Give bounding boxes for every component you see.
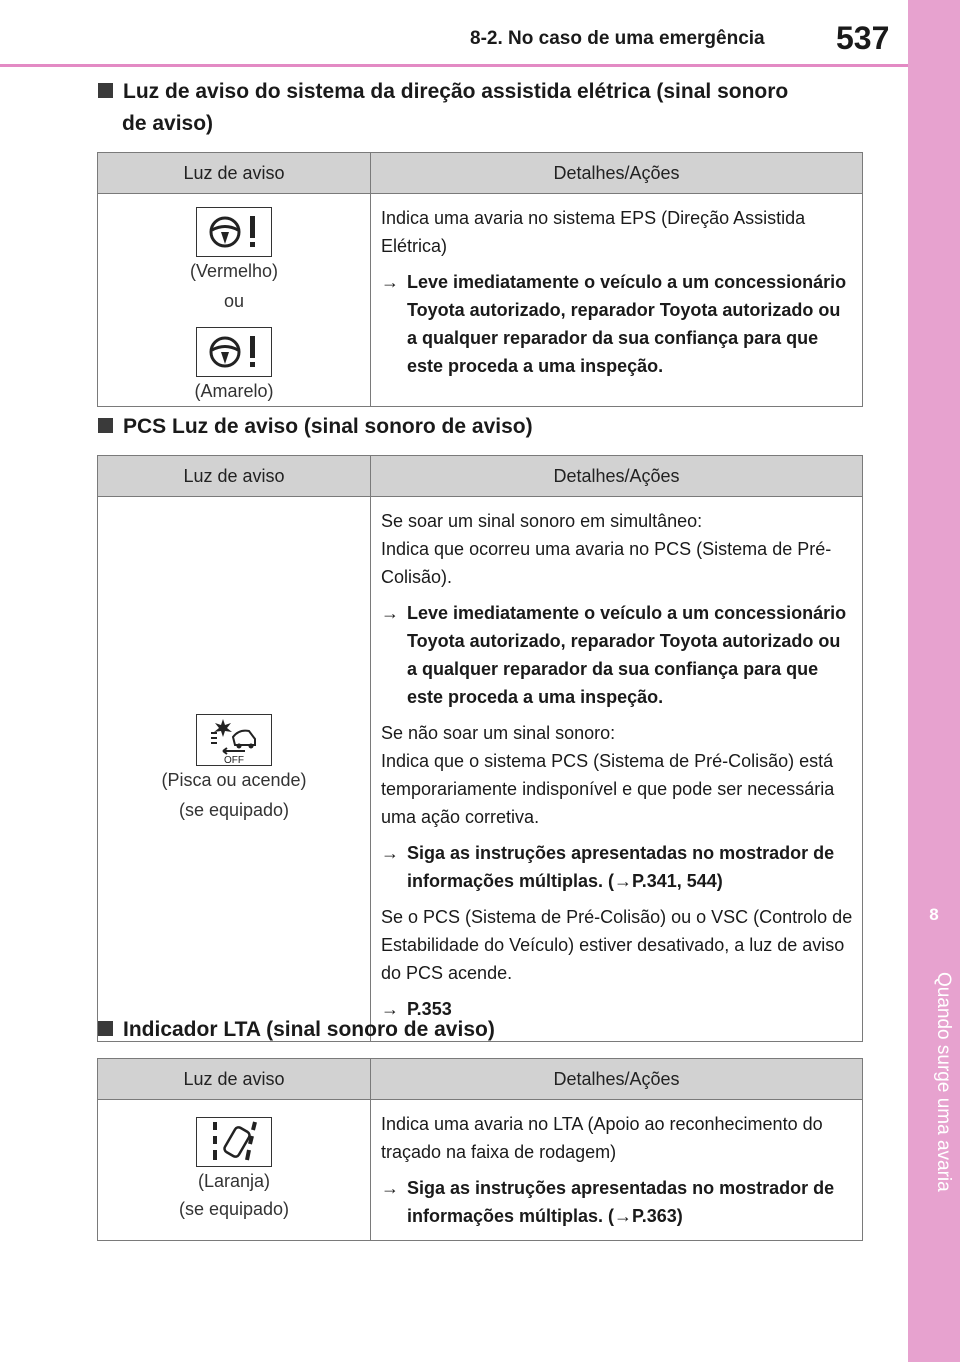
detail-action: → Siga as instruções apresentadas no mostrador de informações múltiplas. (→P.341, 544) [381, 839, 854, 895]
detail-action: → Leve imediatamente o veículo a um concessionário Toyota autorizado, reparador Toyota autorizado ou a qualquer reparador da sua confiança para que este proceda a uma inspeção. [381, 599, 854, 711]
section-header: 8-2. No caso de uma emergência [470, 28, 765, 49]
lta-table [97, 1058, 863, 1241]
page-number: 537 [836, 20, 890, 56]
eps-section-title: Luz de aviso do sistema da direção assistida elétrica (sinal sonoro de aviso) [98, 76, 788, 140]
pcs-details-cell [371, 497, 863, 1042]
lane-trace-icon [196, 1117, 272, 1167]
svg-text:OFF: OFF [224, 755, 244, 765]
detail-text: Indica que ocorreu uma avaria no PCS (Sistema de Pré-Colisão). [381, 539, 832, 587]
bullet-square-icon [98, 418, 113, 433]
header-divider [0, 64, 908, 67]
col-header-details: Detalhes/Ações [371, 153, 863, 194]
col-header-lamp: Luz de aviso [98, 1059, 371, 1100]
detail-action: → Siga as instruções apresentadas no mostrador de informações múltiplas. (→P.363) [381, 1174, 854, 1230]
eps-table [97, 152, 863, 407]
equipped-label: (se equipado) [178, 1199, 290, 1219]
steering-warning-icon [196, 207, 272, 257]
detail-case-label: Se soar um sinal sonoro em simultâneo: [381, 511, 703, 531]
lta-lamp-cell [98, 1100, 371, 1241]
arrow-icon: → [381, 843, 399, 863]
chapter-side-tab [908, 0, 960, 1362]
lamp-state-label: (Pisca ou acende) [161, 770, 307, 790]
detail-action: → Leve imediatamente o veículo a um concessionário Toyota autorizado, reparador Toyota autorizado ou a qualquer reparador da sua confiança para que este proceda a uma inspeção. [381, 268, 854, 380]
lamp-color-label: (Laranja) [197, 1171, 271, 1191]
equipped-label: (se equipado) [178, 800, 290, 820]
pcs-table [97, 455, 863, 1042]
arrow-icon: → [381, 603, 399, 623]
arrow-icon: → [381, 999, 399, 1019]
detail-text: Indica uma avaria no LTA (Apoio ao reconhecimento do traçado na faixa de rodagem) [381, 1114, 823, 1162]
bullet-square-icon [98, 1021, 113, 1036]
detail-text: Indica uma avaria no sistema EPS (Direção Assistida Elétrica) [381, 208, 806, 256]
bullet-square-icon [98, 83, 113, 98]
col-header-lamp: Luz de aviso [98, 456, 371, 497]
chapter-label: Quando surge uma avaria [933, 972, 954, 1192]
pcs-lamp-cell [98, 497, 371, 1042]
arrow-icon: → [381, 272, 399, 292]
col-header-lamp: Luz de aviso [98, 153, 371, 194]
col-header-details: Detalhes/Ações [371, 456, 863, 497]
arrow-icon: → [381, 1178, 399, 1198]
pcs-off-icon [196, 714, 272, 766]
lta-section-title: Indicador LTA (sinal sonoro de aviso) [98, 1014, 495, 1046]
pcs-section-title: PCS Luz de aviso (sinal sonoro de aviso) [98, 411, 533, 443]
lta-details-cell [371, 1100, 863, 1241]
detail-case-label: Se não soar um sinal sonoro: [381, 723, 616, 743]
detail-text: Indica que o sistema PCS (Sistema de Pré-Colisão) está temporariamente indisponível e que pode ser necessária uma ação corretiva. [381, 751, 835, 827]
col-header-details: Detalhes/Ações [371, 1059, 863, 1100]
chapter-number: 8 [929, 905, 939, 924]
or-label: ou [223, 291, 245, 311]
eps-lamp-cell [98, 194, 371, 407]
eps-details-cell [371, 194, 863, 407]
detail-action: → P.353 [381, 995, 854, 1023]
lamp-color-label: (Vermelho) [189, 261, 279, 281]
detail-text: Se o PCS (Sistema de Pré-Colisão) ou o VSC (Controlo de Estabilidade do Veículo) estiver desativado, a luz de aviso do PCS acende. [381, 907, 853, 983]
steering-warning-icon [196, 327, 272, 377]
lamp-color-label: (Amarelo) [194, 381, 274, 401]
